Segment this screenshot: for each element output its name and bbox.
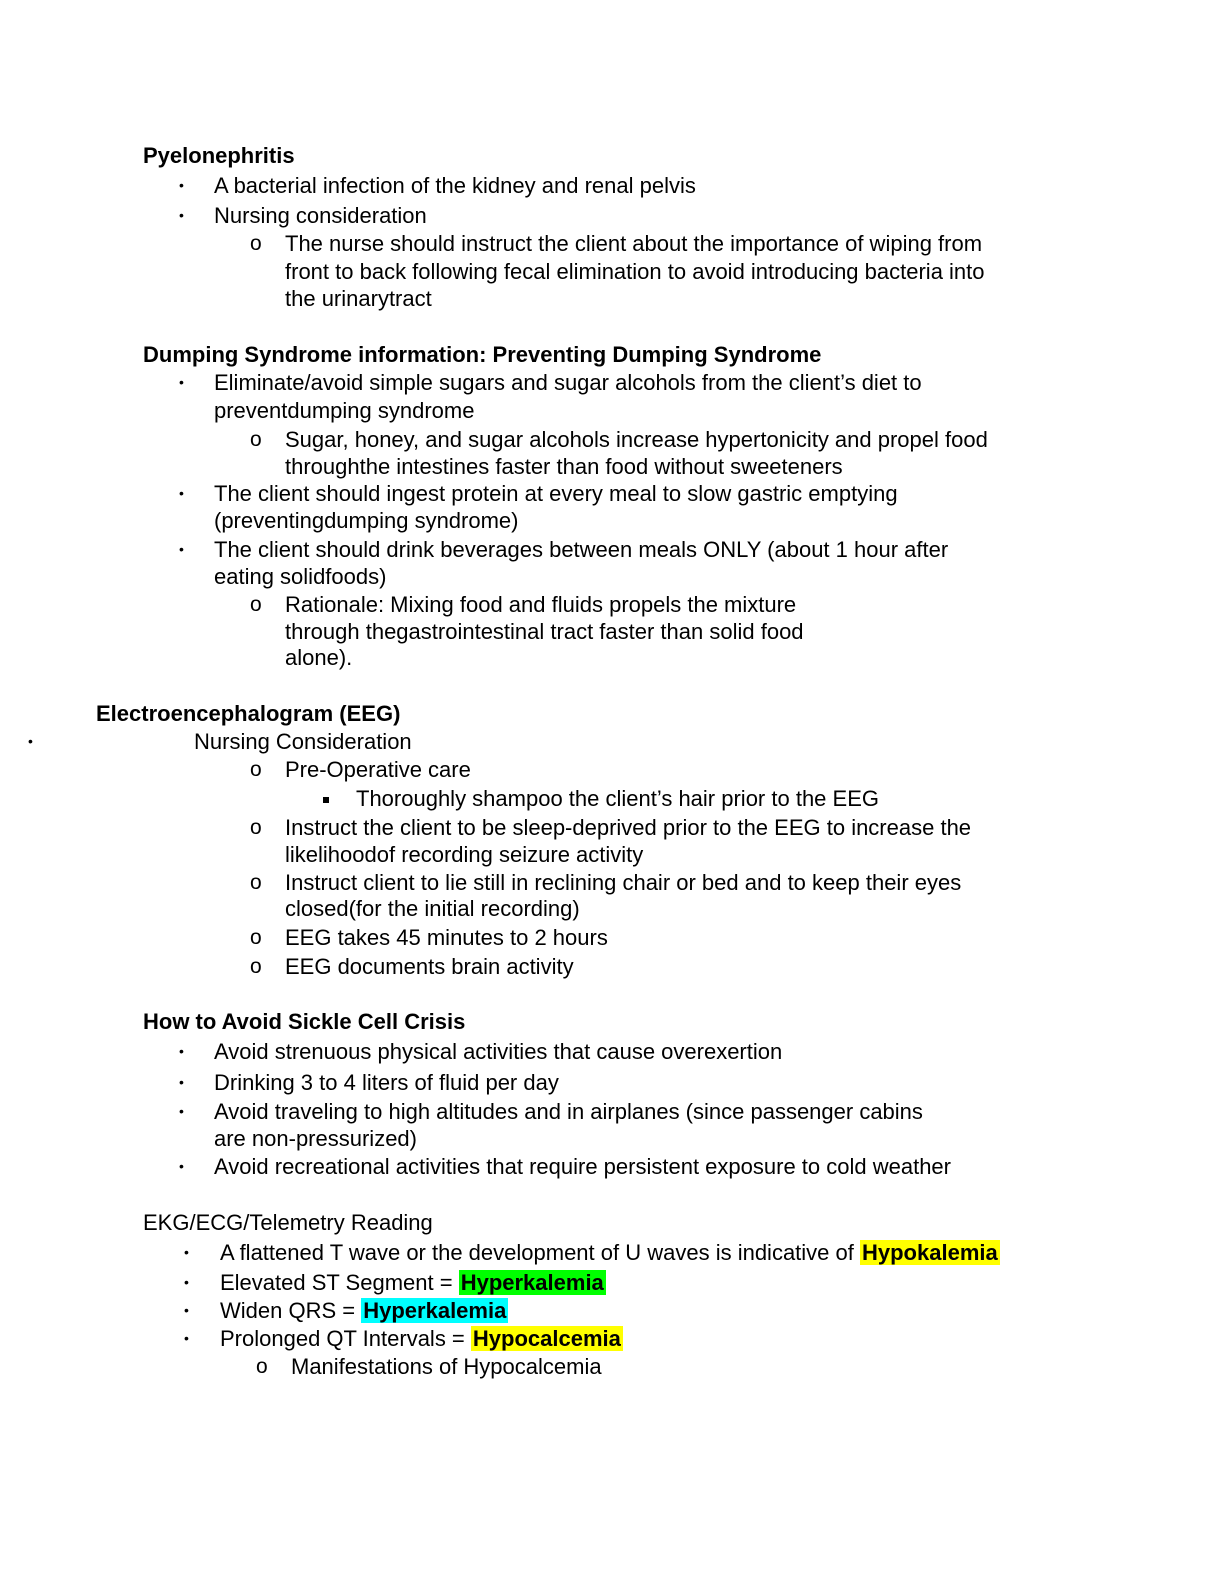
list-item: Avoid strenuous physical activities that cause overexertion: [214, 1039, 783, 1064]
sub-item: Pre-Operative care: [285, 757, 471, 782]
highlight-hyperkalemia: Hyperkalemia: [460, 1270, 604, 1295]
sub-item-line: The nurse should instruct the client about the importance of wiping from: [285, 231, 983, 256]
list-item-text: Elevated ST Segment =: [220, 1270, 453, 1295]
list-item-text: Widen QRS =: [220, 1298, 356, 1323]
bullet-icon: •: [184, 1274, 189, 1290]
sub-item-line: front to back following fecal elimination to avoid introducing bacteria into: [285, 259, 985, 284]
sub-item-line: the urinarytract: [285, 286, 432, 311]
square-bullet-icon: [323, 797, 329, 803]
sub-item-line: Rationale: Mixing food and fluids propels the mixture: [285, 592, 797, 617]
highlight-hypokalemia: Hypokalemia: [862, 1240, 998, 1265]
bullet-icon: •: [179, 374, 184, 390]
list-item-line: The client should drink beverages between meals ONLY (about 1 hour after: [214, 537, 949, 562]
list-item-line: The client should ingest protein at every meal to slow gastric emptying: [214, 481, 898, 506]
bullet-icon: •: [179, 1043, 184, 1059]
sub-item: EEG documents brain activity: [285, 954, 574, 979]
section-heading-ekg: EKG/ECG/Telemetry Reading: [143, 1210, 433, 1235]
list-item: [220, 1269, 606, 1296]
bullet-icon: •: [179, 1103, 184, 1119]
list-item: Drinking 3 to 4 liters of fluid per day: [214, 1070, 559, 1095]
sub-item-line: throughthe intestines faster than food without sweeteners: [285, 454, 843, 479]
bullet-icon: •: [179, 1074, 184, 1090]
list-item: Nursing Consideration: [194, 729, 412, 754]
bullet-icon: •: [179, 207, 184, 223]
list-item-line: Avoid traveling to high altitudes and in airplanes (since passenger cabins: [214, 1099, 923, 1124]
list-item: [220, 1239, 1000, 1266]
sub-item-line: through thegastrointestinal tract faster than solid food: [285, 619, 804, 644]
bullet-icon: •: [184, 1244, 189, 1260]
circle-bullet-icon: o: [250, 232, 262, 255]
highlight-hypocalcemia: Hypocalcemia: [472, 1326, 621, 1351]
bullet-icon: •: [179, 541, 184, 557]
sub-item-line: alone).: [285, 645, 353, 670]
circle-bullet-icon: o: [250, 758, 262, 781]
bullet-icon: •: [179, 485, 184, 501]
circle-bullet-icon: o: [250, 816, 262, 839]
list-item: Nursing consideration: [214, 203, 427, 228]
circle-bullet-icon: o: [250, 871, 262, 894]
section-heading-eeg: Electroencephalogram (EEG): [96, 701, 401, 726]
bullet-icon: •: [184, 1302, 189, 1318]
list-item-line: Eliminate/avoid simple sugars and sugar alcohols from the client’s diet to: [214, 370, 922, 395]
bullet-icon: •: [28, 733, 33, 749]
sub-item-line: Instruct client to lie still in reclining chair or bed and to keep their eyes: [285, 870, 962, 895]
list-item: Avoid recreational activities that require persistent exposure to cold weather: [214, 1154, 951, 1179]
list-item-line: are non-pressurized): [214, 1126, 417, 1151]
sub-item: Manifestations of Hypocalcemia: [291, 1354, 602, 1379]
list-item-text: Prolonged QT Intervals =: [220, 1326, 465, 1351]
circle-bullet-icon: o: [256, 1355, 268, 1378]
sub-sub-item: Thoroughly shampoo the client’s hair prior to the EEG: [356, 786, 879, 811]
list-item-line: preventdumping syndrome: [214, 398, 475, 423]
circle-bullet-icon: o: [250, 593, 262, 616]
circle-bullet-icon: o: [250, 955, 262, 978]
list-item: A bacterial infection of the kidney and renal pelvis: [214, 173, 696, 198]
circle-bullet-icon: o: [250, 428, 262, 451]
bullet-icon: •: [179, 1158, 184, 1174]
sub-item-line: closed(for the initial recording): [285, 896, 580, 921]
list-item: [220, 1297, 508, 1324]
section-heading-pyelonephritis: Pyelonephritis: [143, 143, 295, 168]
list-item-line: (preventingdumping syndrome): [214, 508, 519, 533]
list-item-line: eating solidfoods): [214, 564, 387, 589]
sub-item-line: likelihoodof recording seizure activity: [285, 842, 644, 867]
bullet-icon: •: [184, 1330, 189, 1346]
bullet-icon: •: [179, 177, 184, 193]
section-heading-dumping-syndrome: Dumping Syndrome information: Preventing Dumping Syndrome: [143, 342, 822, 367]
list-item-text: A flattened T wave or the development of U waves is indicative of: [220, 1240, 854, 1265]
highlight-hyperkalemia: Hyperkalemia: [363, 1298, 507, 1323]
list-item: [220, 1325, 623, 1352]
section-heading-sickle-cell: How to Avoid Sickle Cell Crisis: [143, 1009, 466, 1034]
sub-item: EEG takes 45 minutes to 2 hours: [285, 925, 608, 950]
sub-item-line: Instruct the client to be sleep-deprived prior to the EEG to increase the: [285, 815, 972, 840]
circle-bullet-icon: o: [250, 926, 262, 949]
sub-item-line: Sugar, honey, and sugar alcohols increase hypertonicity and propel food: [285, 427, 988, 452]
